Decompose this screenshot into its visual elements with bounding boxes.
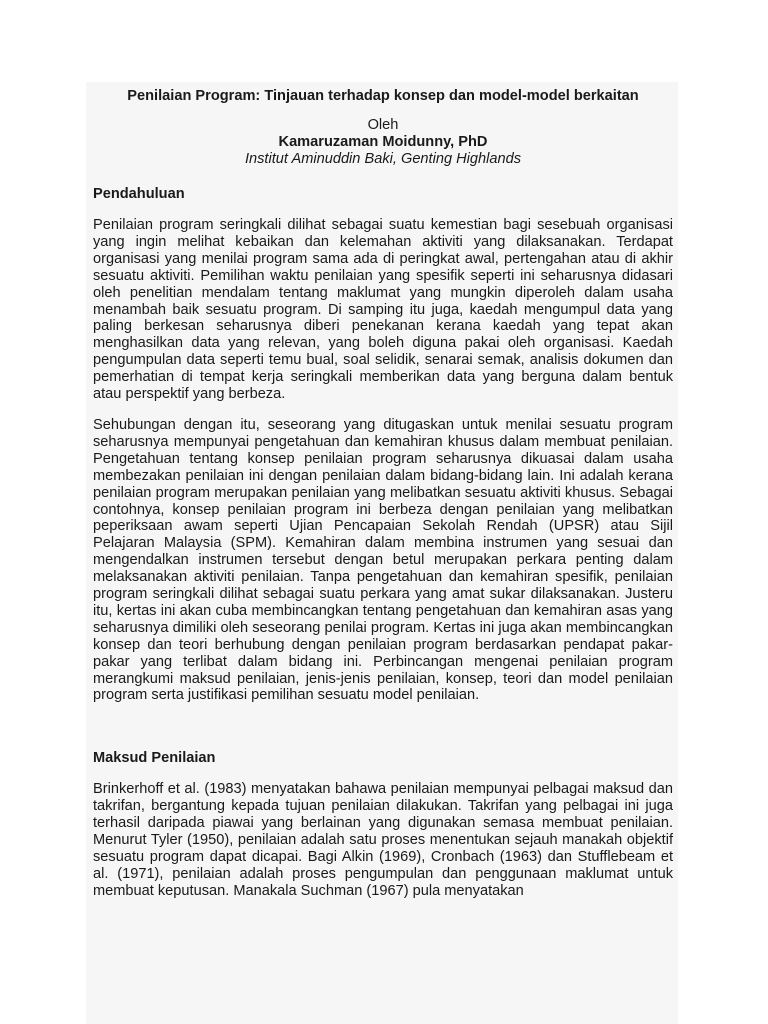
author-institution: Institut Aminuddin Baki, Genting Highlands (244, 151, 522, 167)
paragraph: Sehubungan dengan itu, seseorang yang ditugaskan untuk menilai sesuatu program seharusnya mempunyai pengetahuan dan kemahiran khusus dalam membuat penilaian. Pengetahuan tentang konsep penilaian program seharusnya dikuasai dalam usaha membezakan penilaian ini dengan penilaian dalam bidang-bidang lain. Ini adalah kerana penilaian program merupakan penilaian yang melibatkan sesuatu aktiviti khusus. Sebagai contohnya, konsep penilaian program ini berbeza dengan penilaian yang melibatkan peperiksaan awam seperti Ujian Pencapaian Sekolah Rendah (UPSR) atau Sijil Pelajaran Malaysia (SPM). Kemahiran dalam membina instrumen yang sesuai dan mengendalkan instrumen tersebut dengan betul merupakan perkara penting dalam melaksanakan aktiviti penilaian. Tanpa pengetahuan dan kemahiran spesifik, penilaian program seringkali dilihat sebagai suatu perkara yang amat sukar dilaksanakan. Justeru itu, kertas ini akan cuba membincangkan tentang pengetahuan dan kemahiran asas yang seharusnya dimiliki oleh seseorang penilai program. Kertas ini juga akan membincangkan konsep dan teori berhubung dengan penilaian program berdasarkan pendapat pakar-pakar yang terlibat dalam bidang ini. Perbincangan mengenai penilaian program merangkumi maksud penilaian, jenis-jenis penilaian, konsep, teori dan model penilaian program serta justifikasi pemilihan sesuatu model penilaian. (93, 416, 673, 704)
section-heading-pendahuluan: Pendahuluan (93, 186, 185, 202)
byline (93, 117, 673, 168)
document-title: Penilaian Program: Tinjauan terhadap konsep dan model-model berkaitan (127, 88, 639, 104)
section-heading-maksud-penilaian: Maksud Penilaian (93, 750, 216, 767)
paragraph: Brinkerhoff et al. (1983) menyatakan bahawa penilaian mempunyai pelbagai maksud dan takrifan, bergantung kepada tujuan penilaian dilakukan. Takrifan yang pelbagai ini juga terhasil daripada piawai yang berlainan yang digunakan semasa membuat penilaian. Menurut Tyler (1950), penilaian adalah satu proses menentukan sejauh manakah objektif sesuatu program dapat dicapai. Bagi Alkin (1969), Cronbach (1963) dan Stufflebeam et al. (1971), penilaian adalah proses pengumpulan dan penggunaan maklumat untuk membuat keputusan. Manakala Suchman (1967) pula menyatakan (93, 781, 673, 899)
document-content (93, 88, 673, 900)
author-name: Kamaruzaman Moidunny, PhD (278, 134, 488, 150)
paragraph: Penilaian program seringkali dilihat sebagai suatu kemestian bagi sesebuah organisasi yang ingin melihat kebaikan dan kelemahan aktiviti yang dilaksanakan. Terdapat organisasi yang menilai program sama ada di peringkat awal, pertengahan atau di akhir sesuatu aktiviti. Pemilihan waktu penilaian yang spesifik seperti ini seharusnya didasari oleh penelitian mendalam tentang maklumat yang mungkin diperoleh dalam usaha menambah baik sesuatu program. Di samping itu juga, kaedah mengumpul data yang paling berkesan seharusnya diberi penekanan kerana kaedah yang tepat akan menghasilkan data yang relevan, yang boleh diguna pakai oleh organisasi. Kaedah pengumpulan data seperti temu bual, soal selidik, senarai semak, analisis dokumen dan pemerhatian di tempat kerja seringkali memberikan data yang berguna dalam bentuk atau perspektif yang berbeza. (93, 217, 673, 403)
byline-prefix: Oleh (367, 117, 399, 133)
